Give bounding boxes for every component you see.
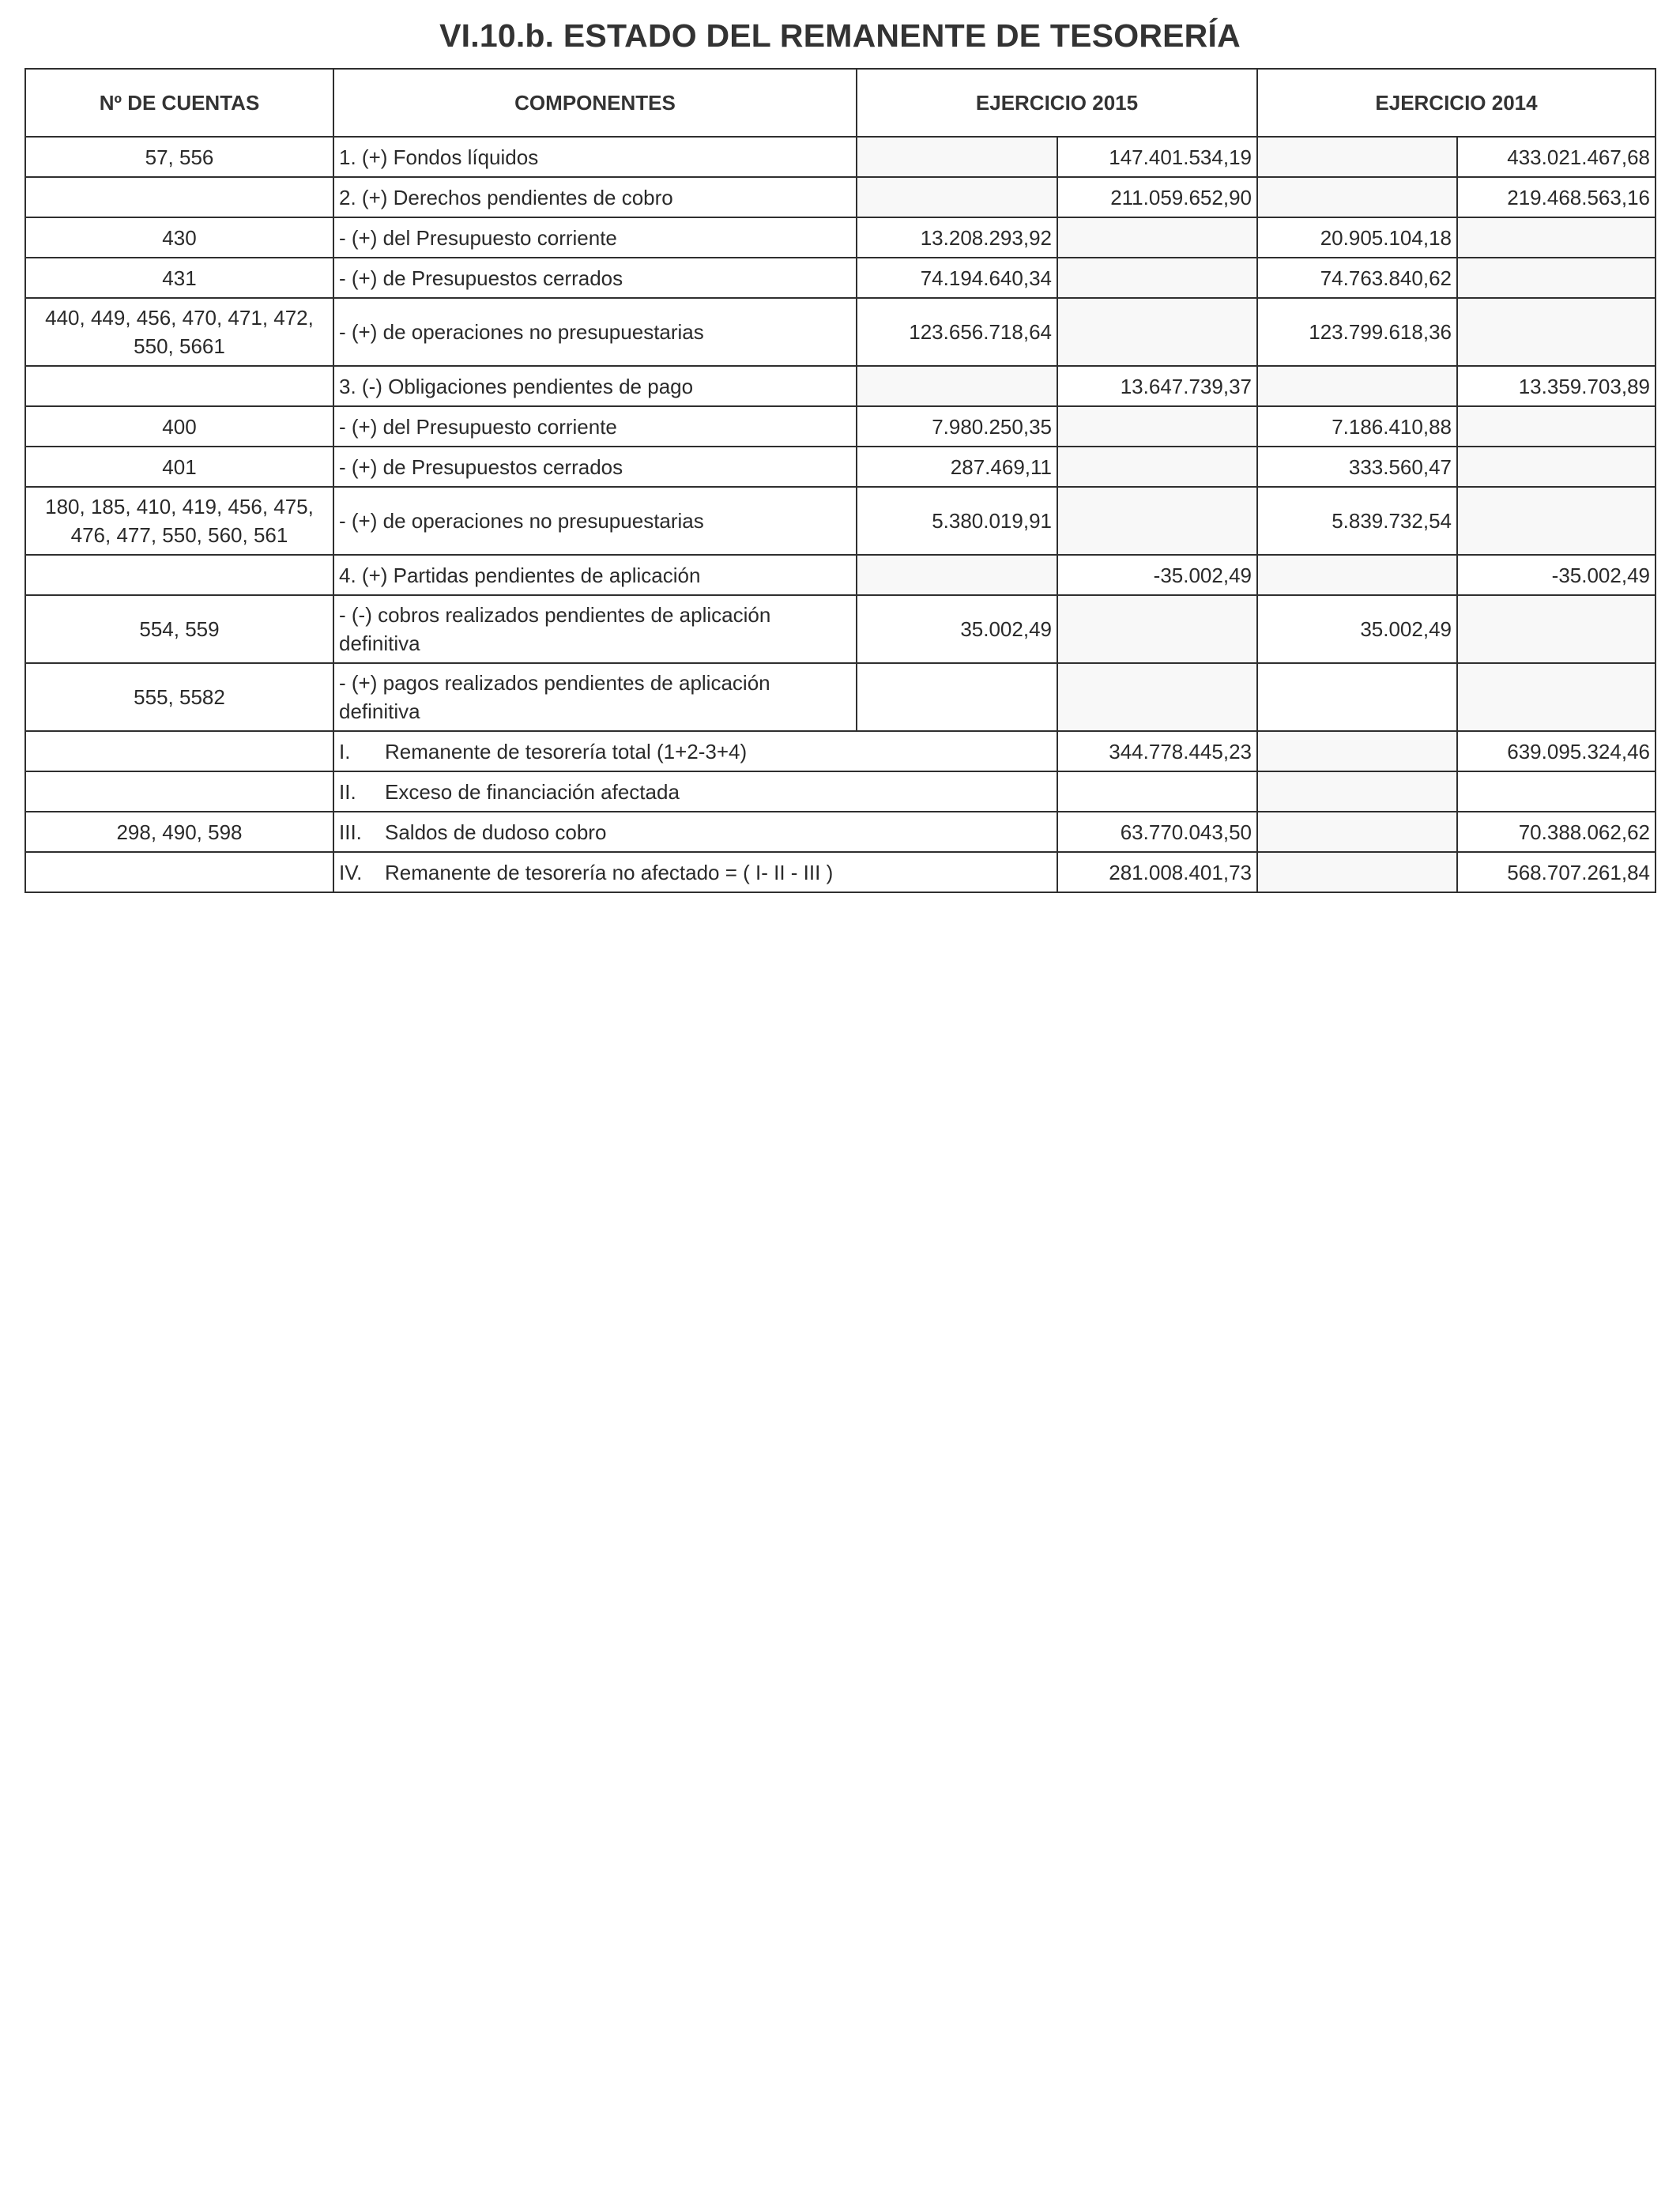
y2015-total-cell: -35.002,49 — [1057, 555, 1257, 595]
y2014-total-cell: 219.468.563,16 — [1457, 177, 1656, 217]
component-cell: - (+) de operaciones no presupuestarias — [333, 298, 857, 366]
y2015-detail-cell — [857, 366, 1057, 406]
y2015-detail-cell — [857, 137, 1057, 177]
y2014-detail-cell: 5.839.732,54 — [1257, 487, 1457, 555]
y2015-detail-cell — [857, 663, 1057, 731]
summary-label: Remanente de tesorería no afectado = ( I- II - III ) — [385, 860, 834, 884]
y2014-detail-cell — [1257, 771, 1457, 812]
y2014-detail-cell: 20.905.104,18 — [1257, 217, 1457, 258]
y2015-detail-cell: 13.208.293,92 — [857, 217, 1057, 258]
y2014-total-cell — [1457, 217, 1656, 258]
component-cell: 1. (+) Fondos líquidos — [333, 137, 857, 177]
y2014-total-cell — [1457, 447, 1656, 487]
roman-numeral: II. — [339, 779, 356, 804]
y2014-total-cell: 13.359.703,89 — [1457, 366, 1656, 406]
accounts-cell — [25, 366, 333, 406]
y2014-detail-cell — [1257, 663, 1457, 731]
y2014-detail-cell: 7.186.410,88 — [1257, 406, 1457, 447]
y2014-detail-cell — [1257, 137, 1457, 177]
y2014-total-cell — [1457, 595, 1656, 663]
y2014-total-cell — [1457, 406, 1656, 447]
y2014-total-cell — [1457, 487, 1656, 555]
y2014-detail-cell — [1257, 731, 1457, 771]
y2015-detail-cell — [857, 555, 1057, 595]
page-title: VI.10.b. ESTADO DEL REMANENTE DE TESORERÍA — [439, 17, 1241, 54]
y2015-total-cell: 344.778.445,23 — [1057, 731, 1257, 771]
component-cell: - (+) de Presupuestos cerrados — [333, 258, 857, 298]
y2014-detail-cell: 74.763.840,62 — [1257, 258, 1457, 298]
table-row — [25, 406, 1656, 447]
y2015-detail-cell: 5.380.019,91 — [857, 487, 1057, 555]
component-cell: - (+) pagos realizados pendientes de aplicación definitiva — [333, 663, 857, 731]
summary-label: Saldos de dudoso cobro — [385, 820, 607, 844]
table-row — [25, 595, 1656, 663]
roman-numeral: I. — [339, 739, 351, 763]
summary-label-cell — [333, 771, 1057, 812]
component-cell: 2. (+) Derechos pendientes de cobro — [333, 177, 857, 217]
y2015-total-cell — [1057, 771, 1257, 812]
y2015-detail-cell: 7.980.250,35 — [857, 406, 1057, 447]
header-year-2014: EJERCICIO 2014 — [1257, 69, 1656, 137]
summary-row — [25, 812, 1656, 852]
accounts-cell: 430 — [25, 217, 333, 258]
table-row — [25, 366, 1656, 406]
summary-label-cell — [333, 852, 1057, 892]
y2014-detail-cell — [1257, 177, 1457, 217]
y2015-total-cell — [1057, 595, 1257, 663]
summary-row — [25, 731, 1656, 771]
y2014-detail-cell — [1257, 366, 1457, 406]
accounts-cell: 57, 556 — [25, 137, 333, 177]
y2015-total-cell — [1057, 217, 1257, 258]
y2014-total-cell: 433.021.467,68 — [1457, 137, 1656, 177]
summary-label: Exceso de financiación afectada — [385, 779, 680, 804]
accounts-cell: 400 — [25, 406, 333, 447]
y2014-total-cell: 568.707.261,84 — [1457, 852, 1656, 892]
y2014-detail-cell: 333.560,47 — [1257, 447, 1457, 487]
y2014-total-cell: -35.002,49 — [1457, 555, 1656, 595]
summary-label-cell — [333, 731, 1057, 771]
component-cell: - (+) de Presupuestos cerrados — [333, 447, 857, 487]
component-cell: - (+) del Presupuesto corriente — [333, 217, 857, 258]
y2015-total-cell — [1057, 447, 1257, 487]
accounts-cell — [25, 771, 333, 812]
accounts-cell: 401 — [25, 447, 333, 487]
component-cell: 4. (+) Partidas pendientes de aplicación — [333, 555, 857, 595]
summary-row — [25, 852, 1656, 892]
accounts-cell: 431 — [25, 258, 333, 298]
y2015-total-cell — [1057, 663, 1257, 731]
header-accounts: Nº DE CUENTAS — [25, 69, 333, 137]
y2014-total-cell: 639.095.324,46 — [1457, 731, 1656, 771]
y2015-total-cell — [1057, 406, 1257, 447]
accounts-cell: 554, 559 — [25, 595, 333, 663]
table-row — [25, 137, 1656, 177]
y2015-total-cell: 13.647.739,37 — [1057, 366, 1257, 406]
y2015-total-cell: 147.401.534,19 — [1057, 137, 1257, 177]
component-cell: - (-) cobros realizados pendientes de aplicación definitiva — [333, 595, 857, 663]
component-cell: - (+) del Presupuesto corriente — [333, 406, 857, 447]
header-year-2015: EJERCICIO 2015 — [857, 69, 1257, 137]
table-row — [25, 217, 1656, 258]
y2014-detail-cell — [1257, 812, 1457, 852]
y2014-detail-cell: 35.002,49 — [1257, 595, 1457, 663]
accounts-cell: 180, 185, 410, 419, 456, 475, 476, 477, 550, 560, 561 — [25, 487, 333, 555]
y2015-total-cell — [1057, 298, 1257, 366]
y2014-detail-cell — [1257, 852, 1457, 892]
y2015-total-cell: 281.008.401,73 — [1057, 852, 1257, 892]
component-cell: - (+) de operaciones no presupuestarias — [333, 487, 857, 555]
header-components: COMPONENTES — [333, 69, 857, 137]
table-row — [25, 177, 1656, 217]
y2014-total-cell: 70.388.062,62 — [1457, 812, 1656, 852]
y2014-total-cell — [1457, 258, 1656, 298]
accounts-cell — [25, 731, 333, 771]
y2015-total-cell — [1057, 487, 1257, 555]
y2014-detail-cell: 123.799.618,36 — [1257, 298, 1457, 366]
summary-label: Remanente de tesorería total (1+2-3+4) — [385, 739, 748, 763]
accounts-cell — [25, 177, 333, 217]
table-row — [25, 258, 1656, 298]
table-row — [25, 447, 1656, 487]
roman-numeral: IV. — [339, 860, 363, 884]
y2015-detail-cell: 123.656.718,64 — [857, 298, 1057, 366]
accounts-cell — [25, 555, 333, 595]
table-row — [25, 298, 1656, 366]
component-cell: 3. (-) Obligaciones pendientes de pago — [333, 366, 857, 406]
table-row — [25, 487, 1656, 555]
accounts-cell: 555, 5582 — [25, 663, 333, 731]
y2014-total-cell — [1457, 663, 1656, 731]
summary-label-cell — [333, 812, 1057, 852]
y2015-detail-cell: 35.002,49 — [857, 595, 1057, 663]
y2014-total-cell — [1457, 771, 1656, 812]
y2015-total-cell: 63.770.043,50 — [1057, 812, 1257, 852]
table-row — [25, 663, 1656, 731]
y2015-detail-cell: 287.469,11 — [857, 447, 1057, 487]
summary-row — [25, 771, 1656, 812]
y2015-total-cell — [1057, 258, 1257, 298]
accounts-cell — [25, 852, 333, 892]
roman-numeral: III. — [339, 820, 362, 844]
table-row — [25, 555, 1656, 595]
y2015-total-cell: 211.059.652,90 — [1057, 177, 1257, 217]
y2015-detail-cell: 74.194.640,34 — [857, 258, 1057, 298]
accounts-cell: 298, 490, 598 — [25, 812, 333, 852]
y2014-detail-cell — [1257, 555, 1457, 595]
y2015-detail-cell — [857, 177, 1057, 217]
y2014-total-cell — [1457, 298, 1656, 366]
accounts-cell: 440, 449, 456, 470, 471, 472, 550, 5661 — [25, 298, 333, 366]
treasury-remainder-table — [24, 68, 1656, 893]
table-header-row — [25, 69, 1656, 137]
